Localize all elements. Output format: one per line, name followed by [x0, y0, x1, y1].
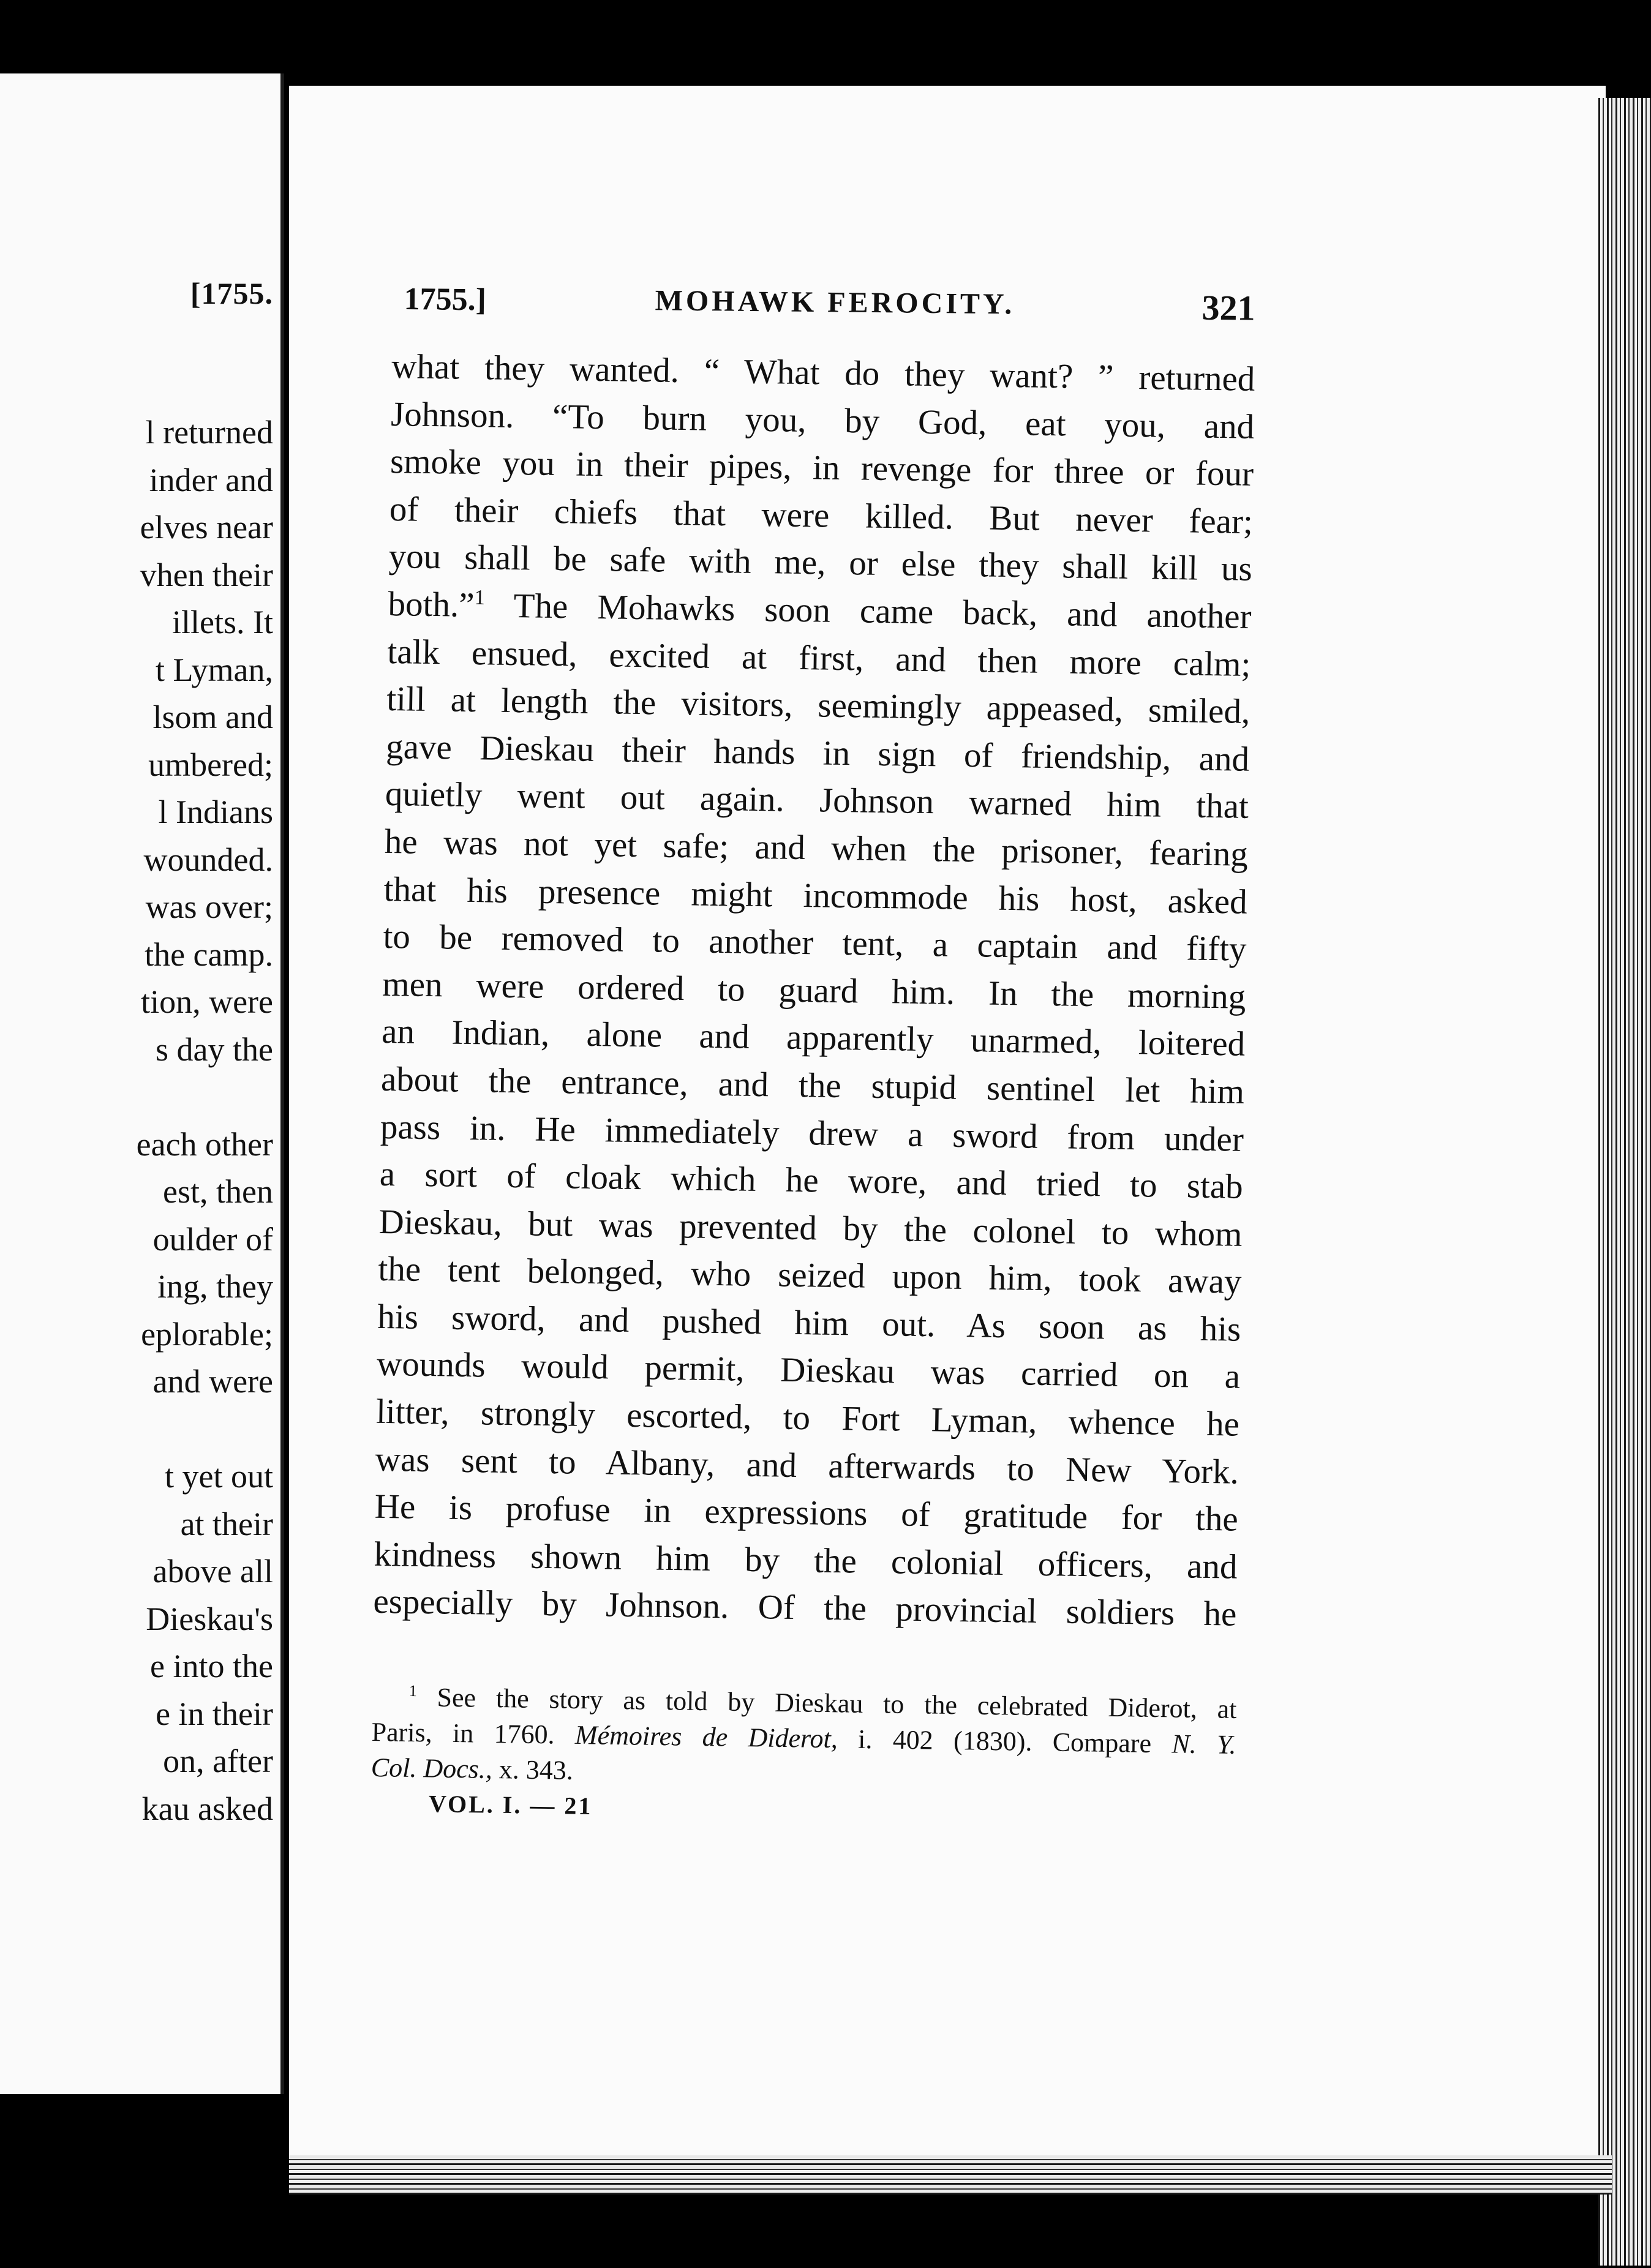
running-head-title: MOHAWK FEROCITY.	[655, 284, 1015, 321]
running-head	[404, 279, 1255, 331]
text-line: quietly went out again. Johnson warned him that	[385, 775, 1249, 827]
footnote-title: Col. Docs.,	[370, 1752, 493, 1784]
text-line: wounds would permit, Dieskau was carried on a	[376, 1345, 1241, 1397]
text-line: especially by Johnson. Of the provincial soldiers he	[373, 1582, 1237, 1634]
left-line	[137, 1406, 273, 1454]
footnote-title: N. Y.	[1171, 1729, 1236, 1760]
volume-signature: VOL. I. — 21	[428, 1790, 593, 1820]
text-line: till at length the visitors, seemingly appeased, smiled,	[386, 680, 1250, 732]
text-line: a sort of cloak which he wore, and tried to stab	[379, 1154, 1244, 1206]
left-line: wounded.	[143, 841, 273, 878]
left-line: illets. It	[172, 604, 273, 640]
left-line: oulder of	[152, 1220, 273, 1258]
footnote-text: x. 343.	[498, 1754, 574, 1785]
text-line: He is profuse in expressions of gratitude for the	[374, 1487, 1239, 1539]
left-line: l returned	[145, 414, 273, 451]
left-line: lsom and	[152, 699, 273, 735]
left-line: Dieskau's	[146, 1600, 273, 1637]
text-line: his sword, and pushed him out. As soon as his	[377, 1297, 1241, 1349]
text-fragment: The Mohawks soon came back, and another	[513, 586, 1252, 636]
left-line: was over;	[145, 888, 273, 925]
text-line: of their chiefs that were killed. But never fear;	[389, 489, 1254, 541]
text-line: talk ensued, excited at first, and then more calm;	[387, 632, 1251, 684]
left-line: t Lyman,	[156, 651, 273, 688]
text-line: to be removed to another tent, a captain and fifty	[383, 917, 1247, 969]
body-text	[373, 343, 1255, 1639]
left-line: eplorable;	[141, 1315, 273, 1353]
text-line: was sent to Albany, and afterwards to New York.	[375, 1440, 1239, 1492]
left-page-header: [1755.	[190, 276, 273, 310]
left-line: e in their	[156, 1695, 273, 1732]
page-edge-right	[1598, 98, 1651, 2266]
left-line: elves near	[140, 509, 273, 546]
text-line: pass in. He immediately drew a sword from under	[380, 1107, 1244, 1159]
left-line: the camp.	[145, 936, 273, 973]
text-line: men were ordered to guard him. In the morning	[382, 964, 1246, 1016]
left-line: inder and	[149, 461, 273, 498]
left-line: and were	[152, 1363, 273, 1400]
left-line: s day the	[156, 1031, 273, 1068]
left-line: at their	[180, 1505, 273, 1542]
text-line: about the entrance, and the stupid sentinel let him	[380, 1059, 1245, 1111]
footnote	[370, 1679, 1236, 1798]
text-line: Johnson. “To burn you, by God, eat you, and	[390, 394, 1255, 446]
page-edge-bottom	[289, 2155, 1612, 2195]
text-line: smoke you in their pipes, in revenge for three or four	[389, 442, 1254, 494]
left-line: each other	[136, 1125, 273, 1163]
left-line: e into the	[150, 1648, 273, 1684]
text-line: that his presence might incommode his host, asked	[383, 869, 1248, 922]
text-line: Dieskau, but was prevented by the colonel to whom	[378, 1202, 1243, 1254]
left-line: est, then	[163, 1173, 273, 1210]
left-line: t yet out	[165, 1458, 273, 1495]
left-line: on, after	[163, 1743, 273, 1779]
footnote-marker: 1	[408, 1681, 418, 1700]
left-line: tion, were	[141, 983, 273, 1020]
footnote-text: Paris, in 1760.	[371, 1716, 555, 1750]
left-line: umbered;	[148, 746, 273, 783]
text-line: the tent belonged, who seized upon him, took away	[378, 1250, 1242, 1302]
text-fragment: both.”	[388, 584, 475, 625]
footnote-text: See the story as told by Dieskau to the celebrated Diderot, at	[437, 1682, 1237, 1724]
left-facing-page	[0, 73, 284, 2094]
left-line: l Indians	[158, 794, 273, 830]
footnote-text: i. 402 (1830). Compare	[857, 1724, 1152, 1759]
text-line: he was not yet safe; and when the prisoner, fearing	[384, 822, 1249, 874]
footnote-reference: 1	[474, 586, 486, 609]
left-page-text	[137, 409, 273, 1833]
running-head-year: 1755.]	[404, 281, 487, 318]
left-line: above all	[152, 1553, 273, 1590]
page-number: 321	[1202, 287, 1255, 328]
left-line	[137, 1073, 273, 1121]
text-line: an Indian, alone and apparently unarmed, loitered	[381, 1012, 1246, 1064]
text-line: kindness shown him by the colonial officers, and	[374, 1534, 1238, 1586]
left-line: vhen their	[140, 556, 273, 593]
text-line: litter, strongly escorted, to Fort Lyman, whence he	[375, 1392, 1240, 1444]
text-line: gave Dieskau their hands in sign of friendship, and	[385, 727, 1250, 779]
text-line: you shall be safe with me, or else they shall kill us	[388, 537, 1253, 589]
left-line: kau asked	[141, 1790, 273, 1827]
left-line: ing, they	[157, 1268, 273, 1305]
footnote-title: Mémoires de Diderot,	[574, 1719, 838, 1754]
text-line: what they wanted. “ What do they want? ” returned	[391, 347, 1255, 399]
